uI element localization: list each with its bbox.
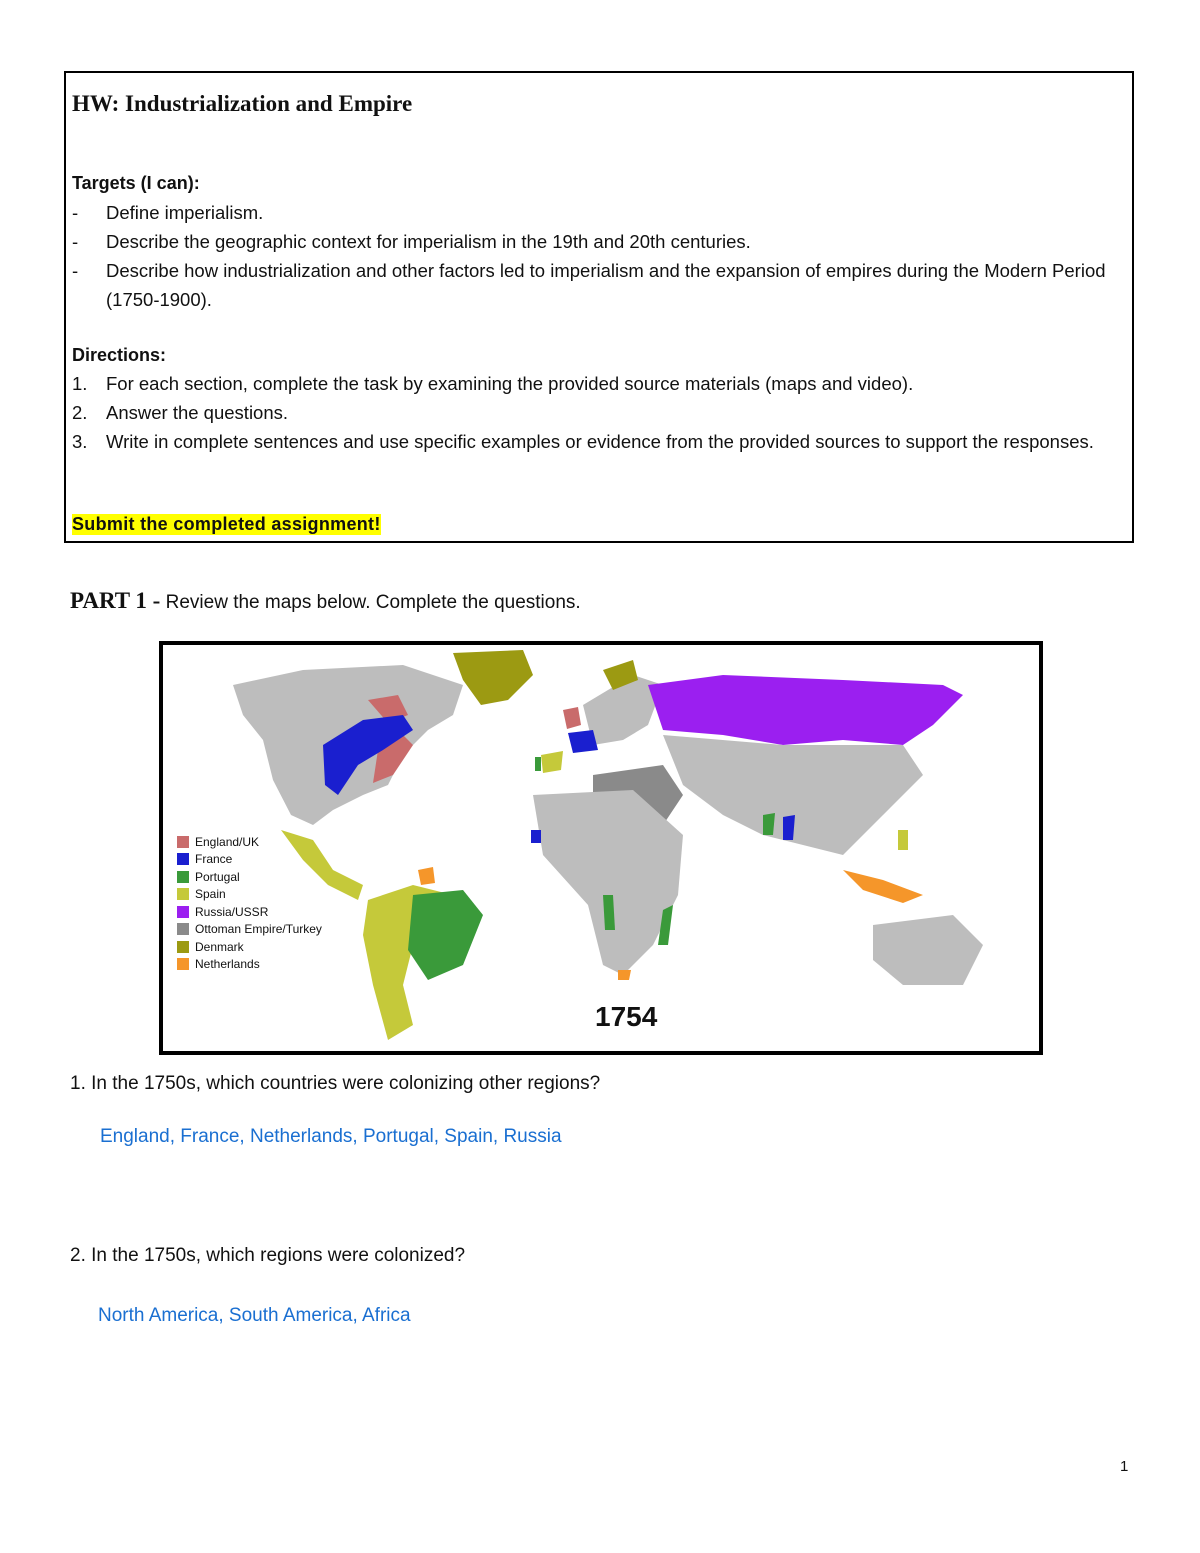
- region-france-india: [783, 815, 795, 840]
- region-portugal-angola: [603, 895, 615, 930]
- legend-item: [177, 886, 322, 904]
- legend-label: Denmark: [195, 939, 244, 954]
- legend-label: Ottoman Empire/Turkey: [195, 922, 322, 937]
- legend-swatch: [177, 923, 189, 935]
- answer-1[interactable]: England, France, Netherlands, Portugal, Spain, Russia: [100, 1126, 562, 1147]
- question-number: 2.: [70, 1245, 86, 1266]
- page-number: 1: [1120, 1458, 1129, 1475]
- question-text: In the 1750s, which regions were colonized?: [91, 1245, 466, 1266]
- legend-swatch: [177, 958, 189, 970]
- map-legend: [177, 833, 322, 973]
- part1-instructions: Review the maps below. Complete the questions.: [165, 592, 581, 613]
- target-item: Describe how industrialization and other factors led to imperialism and the expansion of empires during the Modern Period (1750-1900).: [106, 260, 1106, 310]
- region-england-india: [763, 813, 775, 835]
- region-spain-philippines: [898, 830, 908, 850]
- list-number: 3.: [72, 431, 88, 452]
- legend-swatch: [177, 853, 189, 865]
- legend-label: Portugal: [195, 869, 240, 884]
- legend-item: [177, 921, 322, 939]
- answer-2[interactable]: North America, South America, Africa: [98, 1305, 411, 1326]
- landmass-australia: [873, 915, 983, 985]
- region-portugal-brazil: [408, 890, 483, 980]
- list-number: 1.: [72, 373, 88, 394]
- question-2: [70, 1245, 465, 1267]
- target-item: Describe the geographic context for imperialism in the 19th and 20th centuries.: [106, 231, 751, 252]
- question-1: [70, 1073, 600, 1095]
- bullet-dash: -: [72, 231, 79, 252]
- part1-label: PART 1 -: [70, 588, 161, 613]
- world-map-1754: [159, 641, 1043, 1055]
- submit-note: Submit the completed assignment!: [72, 514, 381, 534]
- legend-item: [177, 938, 322, 956]
- legend-swatch: [177, 941, 189, 953]
- legend-item: [177, 851, 322, 869]
- legend-swatch: [177, 836, 189, 848]
- legend-label: Netherlands: [195, 957, 260, 972]
- legend-item: [177, 956, 322, 974]
- directions-label: Directions:: [72, 345, 167, 365]
- region-russia: [648, 675, 963, 745]
- direction-item: For each section, complete the task by examining the provided source materials (maps and video).: [106, 373, 914, 394]
- region-spain-europe: [541, 751, 563, 773]
- region-denmark-greenland: [453, 650, 533, 705]
- bullet-dash: -: [72, 202, 79, 223]
- region-france-senegal: [531, 830, 541, 843]
- legend-swatch: [177, 906, 189, 918]
- question-text: In the 1750s, which countries were colonizing other regions?: [91, 1073, 601, 1094]
- region-netherlands-indonesia: [843, 870, 923, 903]
- region-france-europe: [568, 730, 598, 753]
- bullet-dash: -: [72, 260, 79, 281]
- page-title: HW: Industrialization and Empire: [72, 91, 413, 116]
- legend-item: [177, 868, 322, 886]
- map-year: 1754: [595, 1001, 658, 1032]
- direction-item: Write in complete sentences and use specific examples or evidence from the provided sources to support the responses.: [106, 431, 1094, 452]
- part1-heading: [70, 588, 581, 614]
- region-england-britain: [563, 707, 581, 729]
- legend-item: [177, 903, 322, 921]
- list-number: 2.: [72, 402, 88, 423]
- legend-swatch: [177, 871, 189, 883]
- legend-swatch: [177, 888, 189, 900]
- legend-label: England/UK: [195, 834, 260, 849]
- region-netherlands-cape: [618, 970, 631, 980]
- legend-label: Spain: [195, 887, 226, 902]
- targets-label: Targets (I can):: [72, 173, 200, 193]
- legend-label: France: [195, 852, 233, 867]
- legend-label: Russia/USSR: [195, 904, 269, 919]
- region-netherlands-guiana: [418, 867, 435, 885]
- landmass-africa: [533, 790, 683, 975]
- direction-item: Answer the questions.: [106, 402, 289, 423]
- legend-item: [177, 833, 322, 851]
- target-item: Define imperialism.: [106, 202, 264, 223]
- header-box: [64, 71, 1134, 543]
- question-number: 1.: [70, 1073, 86, 1094]
- region-portugal-europe: [535, 757, 541, 771]
